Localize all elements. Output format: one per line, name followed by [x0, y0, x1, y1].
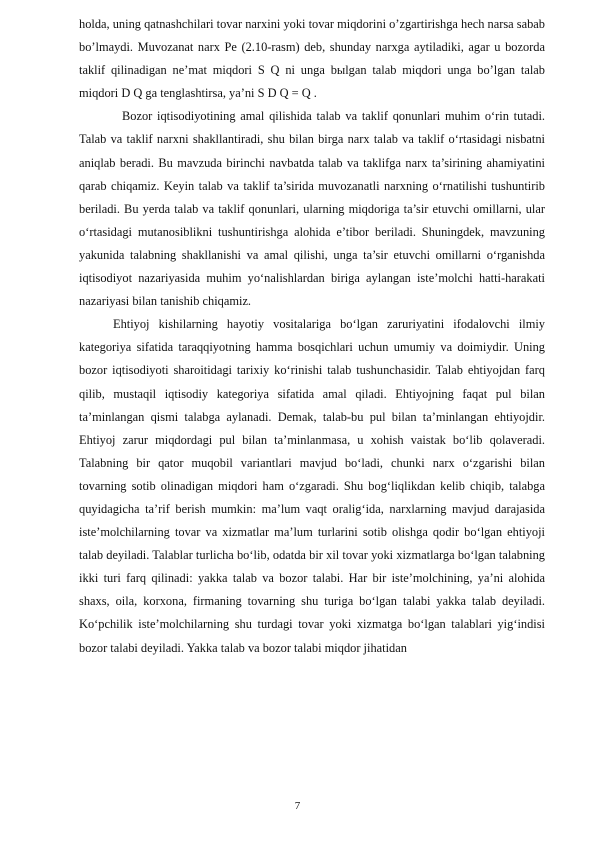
document-page	[79, 13, 545, 660]
paragraph-demand-supply-laws: Bozor iqtisodiyotining amal qilishida talab va taklif qonunlari muhim o‘rin tutadi. Talab va taklif narxni shakllantiradi, shu bilan birga narx talab va taklif o‘rtasidagi nisbatni aniqlab beradi. Bu mavzuda birinchi navbatda talab va taklifga narx ta’sirining ahamiyatini qarab chiqamiz. Keyin talab va taklif ta’sirida muvozanatli narxning o‘rnatilishi tushuntirib beriladi. Bu yerda talab va taklif qonunlari, ularning miqdoriga ta’sir etuvchi omillarni, ular o‘rtasidagi mutanosiblikni tushuntirishga alohida e’tibor beriladi. Shuningdek, mavzuning yakunida talabning shakllanishi va amal qilishi, unga ta’sir etuvchi omillarni o‘rganishda iqtisodiyot nazariyasida muhim yo‘nalishlardan biriga aylangan iste’molchi hatti-harakati nazariyasi bilan tanishib chiqamiz.	[79, 109, 545, 309]
paragraph-equilibrium-price: holda, uning qatnashchilari tovar narxini yoki tovar miqdorini o’zgartirishga hech narsa sabab bo’lmaydi. Muvozanat narx Pe (2.10-rasm) deb, shunday narxga aytiladiki, agar u bozorda taklif qilinadigan ne’mat miqdori S Q ni unga bыlgan talab miqdori unga bo’lgan talab miqdori D Q ga tenglashtirsa, ya’ni S D Q = Q .	[79, 17, 545, 101]
page-number: 7	[294, 800, 301, 812]
paragraph-need-and-demand: Ehtiyoj kishilarning hayotiy vositalariga bo‘lgan zaruriyatini ifodalovchi ilmiy kategoriya sifatida taraqqiyotning hamma bosqichlari uchun umumiy va doimiydir. Uning bozor iqtisodiyoti sharoitidagi tarixiy ko‘rinishi talab tushunchasidir. Talab ehtiyojdan farq qilib, mustaqil iqtisodiy kategoriya sifatida amal qiladi. Ehtiyojning faqat pul bilan ta’minlangan qismi talabga aylanadi. Demak, talab-bu pul bilan ta’minlangan ehtiyojdir. Ehtiyoj zarur miqdordagi pul bilan ta’minlanmasa, u xohish vaistak bo‘lib qolaveradi. Talabning bir qator muqobil variantlari mavjud bo‘ladi, chunki narx o‘zgarishi bilan tovarning sotib olinadigan miqdori ham o‘zgaradi. Shu bog‘liqlikdan kelib chiqib, talabga quyidagicha ta’rif berish mumkin: ma’lum vaqt oralig‘ida, narxlarning mavjud darajasida iste’molchilarning tovar va xizmatlar ma’lum turlarini sotib olishga qodir bo‘lgan ehtiyoji talab deyiladi. Talablar turlicha bo‘lib, odatda bir xil tovar yoki xizmatlarga bo‘lgan talabning ikki turi farq qilinadi: yakka talab va bozor talabi. Har bir iste’molchining, ya’ni alohida shaxs, oila, korxona, firmaning tovarning shu turiga bo‘lgan talabi yakka talab deyiladi. Ko‘pchilik iste’molchilarning shu turdagi tovar yoki xizmatga bo‘lgan talablari yig‘indisi bozor talabi deyiladi. Yakka talab va bozor talabi miqdor jihatidan	[79, 317, 545, 655]
